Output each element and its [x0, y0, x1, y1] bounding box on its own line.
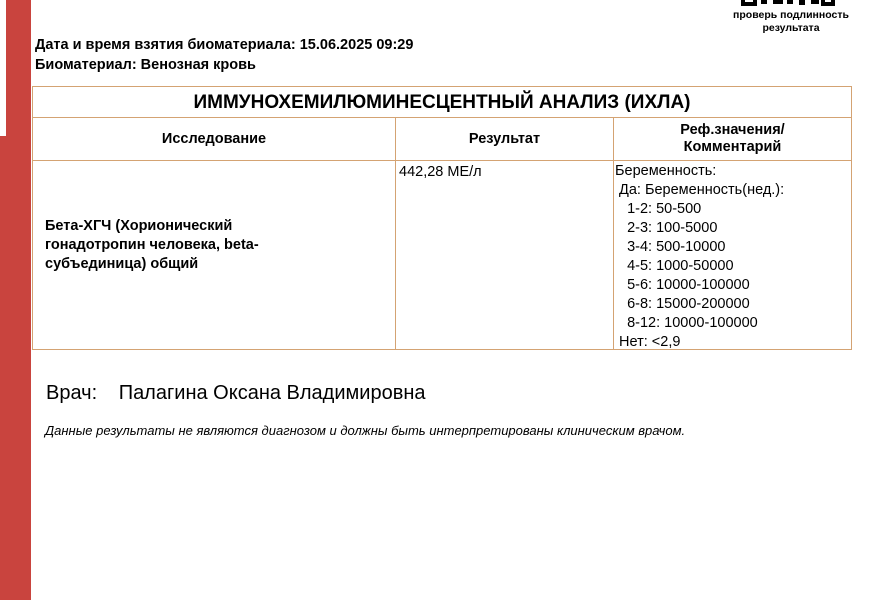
- ref-line: 1-2: 50-500: [615, 201, 702, 217]
- column-header-test: Исследование: [161, 130, 267, 147]
- ref-line: 6-8: 15000-200000: [615, 296, 750, 312]
- ref-line: 4-5: 1000-50000: [615, 258, 734, 274]
- ref-line: Да: Беременность(нед.):: [615, 182, 785, 198]
- result-value: 442,28 МЕ/л: [399, 164, 482, 180]
- ref-line: Нет: <2,9: [615, 334, 681, 350]
- test-name: Бета-ХГЧ (Хорионический гонадотропин человека, beta-субъединица) общий: [45, 218, 259, 272]
- qr-code-icon: [741, 0, 835, 6]
- ref-line: 8-12: 10000-100000: [615, 315, 758, 331]
- qr-code[interactable]: [741, 0, 837, 8]
- doctor-line: [46, 382, 425, 405]
- qr-verify-caption: [723, 9, 859, 35]
- disclaimer: Данные результаты не являются диагнозом и должны быть интерпретированы клиническим врачом.: [45, 423, 686, 438]
- reference-values: [615, 162, 847, 352]
- column-header-result: Результат: [468, 130, 541, 147]
- table-title: ИММУНОХЕМИЛЮМИНЕСЦЕНТНЫЙ АНАЛИЗ (ИХЛА): [33, 87, 851, 118]
- qr-caption-line2: результата: [762, 22, 820, 34]
- ref-line: 3-4: 500-10000: [615, 239, 726, 255]
- column-header-reference: [614, 118, 851, 160]
- ref-header-line2: Комментарий: [683, 139, 782, 155]
- doctor-label: Врач:: [46, 382, 98, 404]
- qr-caption-line1: проверь подлинность: [733, 9, 849, 21]
- strip-notch: [0, 0, 6, 136]
- biomaterial: Биоматериал: Венозная кровь: [35, 57, 256, 73]
- header-divider: [33, 160, 851, 161]
- collection-datetime: Дата и время взятия биоматериала: 15.06.2025 09:29: [35, 37, 414, 53]
- ref-line: Беременность:: [615, 163, 717, 179]
- doctor-name: Палагина Оксана Владимировна: [118, 382, 426, 404]
- ref-header-line1: Реф.значения/: [680, 122, 785, 138]
- ref-line: 5-6: 10000-100000: [615, 277, 750, 293]
- ref-line: 2-3: 100-5000: [615, 220, 718, 236]
- results-table: [32, 86, 852, 350]
- red-side-strip: [0, 0, 31, 600]
